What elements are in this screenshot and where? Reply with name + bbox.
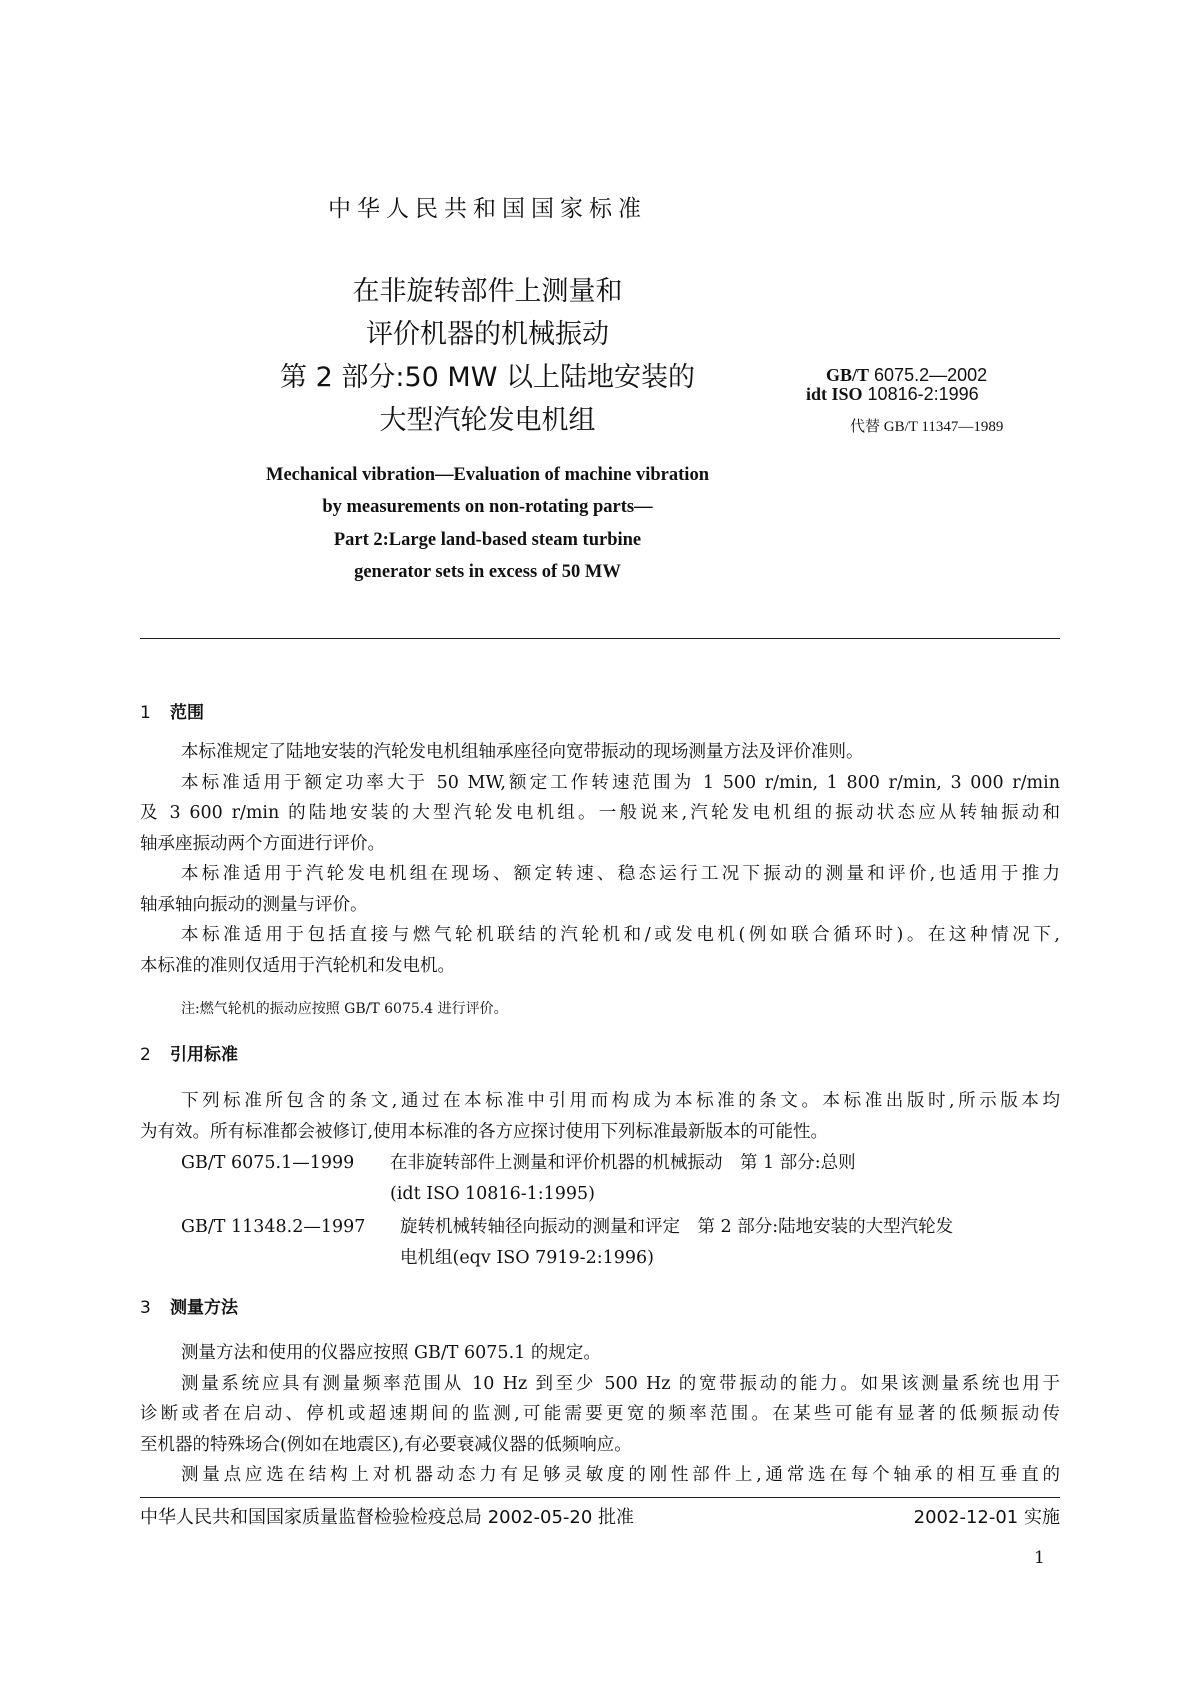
text-line: 测量方法和使用的仪器应按照 GB/T 6075.1 的规定。 — [181, 1343, 601, 1363]
reference-code: GB/T 6075.1—1999 — [181, 1153, 355, 1173]
approval-info: 中华人民共和国国家质量监督检验检疫总局 2002-05-20 批准 — [140, 1507, 635, 1528]
text-line: 至机器的特殊场合(例如在地震区),有必要衰减仪器的低频响应。 — [140, 1434, 632, 1455]
text-line: 本标准的准则仅适用于汽轮机和发电机。 — [140, 955, 455, 976]
text-line: 轴承座振动两个方面进行评价。 — [140, 833, 385, 854]
text-line: 测量系统应具有测量频率范围从 10 Hz 到至少 500 Hz 的宽带振动的能力。如果该测量系统也用于 — [181, 1373, 1060, 1394]
reference-title: 在非旋转部件上测量和评价机器的机械振动 第 1 部分:总则 — [390, 1153, 856, 1173]
implementation-date: 2002-12-01 实施 — [913, 1507, 1060, 1528]
section-title: 引用标准 — [170, 1045, 238, 1065]
text-line: 测量点应选在结构上对机器动态力有足够灵敏度的刚性部件上,通常选在每个轴承的相互垂直的 — [181, 1465, 1060, 1485]
iso-prefix: idt ISO — [806, 384, 863, 404]
paragraph — [140, 1338, 1060, 1491]
page-number: 1 — [1034, 1548, 1045, 1568]
reference-code: GB/T 11348.2—1997 — [181, 1217, 366, 1237]
title-line: 在非旋转部件上测量和 — [352, 276, 623, 307]
replaces-note: 代替 GB/T 11347—1989 — [850, 419, 1004, 435]
reference-title: 旋转机械转轴径向振动的测量和评定 第 2 部分:陆地安装的大型汽轮发 — [400, 1217, 954, 1237]
english-title — [0, 459, 975, 589]
title-line: 评价机器的机械振动 — [366, 319, 609, 350]
section-number: 2 — [140, 1045, 151, 1065]
section-heading-measurement-method — [140, 1293, 238, 1318]
code-prefix: GB/T — [826, 365, 870, 385]
text-line: 为有效。所有标准都会被修订,使用本标准的各方应探讨使用下列标准最新版本的可能性。 — [140, 1121, 829, 1142]
paragraph — [140, 737, 1060, 981]
section-number: 3 — [140, 1298, 151, 1318]
text-line: 轴承轴向振动的测量与评价。 — [140, 894, 368, 915]
section-number: 1 — [140, 703, 151, 723]
title-line: 第 2 部分:50 MW 以上陆地安装的 — [280, 362, 695, 393]
standard-code — [806, 366, 1003, 437]
header-divider — [140, 638, 1060, 639]
text-line: 诊断或者在启动、停机或超速期间的监测,可能需要更宽的频率范围。在某些可能有显著的低频振动传 — [140, 1404, 1060, 1424]
english-title-line: by measurements on non-rotating parts— — [322, 497, 653, 518]
footer-divider — [140, 1497, 1060, 1498]
english-title-line: Part 2:Large land-based steam turbine — [333, 529, 642, 550]
paragraph — [140, 1086, 1060, 1147]
code-number: 6075.2—2002 — [874, 365, 988, 385]
title-line: 大型汽轮发电机组 — [379, 405, 596, 436]
iso-number: 10816-2:1996 — [867, 384, 979, 404]
english-title-line: Mechanical vibration—Evaluation of machine vibration — [266, 465, 709, 485]
national-standard-header: 中华人民共和国国家标准 — [328, 196, 647, 222]
text-line: 本标准规定了陆地安装的汽轮发电机组轴承座径向宽带振动的现场测量方法及评价准则。 — [181, 742, 864, 762]
section-heading-normative-references — [140, 1040, 238, 1065]
english-title-line: generator sets in excess of 50 MW — [354, 562, 621, 583]
section-title: 测量方法 — [170, 1298, 238, 1318]
note: 注:燃气轮机的振动应按照 GB/T 6075.4 进行评价。 — [181, 1001, 508, 1017]
reference-item — [181, 1212, 954, 1268]
reference-title: 电机组(eqv ISO 7919-2:1996) — [400, 1248, 654, 1268]
text-line: 本标准适用于额定功率大于 50 MW,额定工作转速范围为 1 500 r/min, 1 800 r/min, 3 000 r/min — [181, 772, 1060, 793]
section-heading-scope — [140, 698, 204, 723]
reference-title: (idt ISO 10816-1:1995) — [390, 1184, 596, 1204]
text-line: 本标准适用于汽轮发电机组在现场、额定转速、稳态运行工况下振动的测量和评价,也适用于推力 — [181, 864, 1060, 884]
reference-item — [181, 1148, 856, 1204]
text-line: 下列标准所包含的条文,通过在本标准中引用而构成为本标准的条文。本标准出版时,所示版本均 — [181, 1091, 1060, 1111]
text-line: 本标准适用于包括直接与燃气轮机联结的汽轮机和/或发电机(例如联合循环时)。在这种情况下, — [181, 925, 1060, 945]
section-title: 范围 — [170, 703, 204, 723]
text-line: 及 3 600 r/min 的陆地安装的大型汽轮发电机组。一般说来,汽轮发电机组的振动状态应从转轴振动和 — [140, 803, 1060, 823]
